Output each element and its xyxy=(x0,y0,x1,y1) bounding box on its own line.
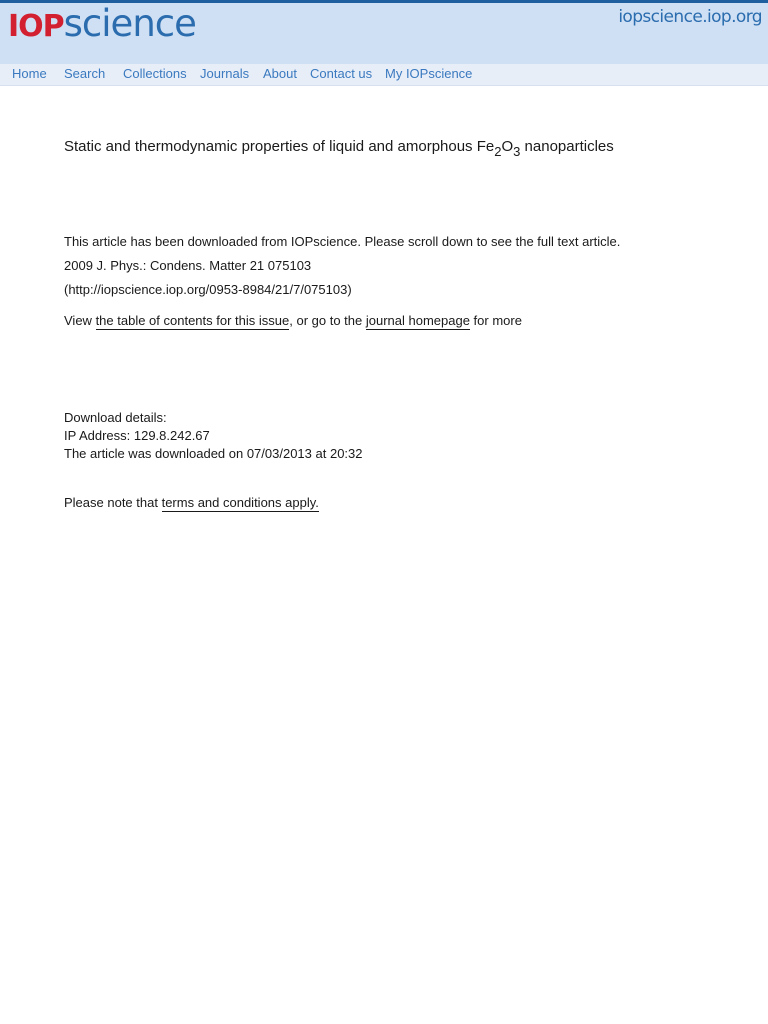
nav-journals[interactable]: Journals xyxy=(200,66,250,81)
title-subscript-2: 2 xyxy=(494,144,502,159)
site-url[interactable]: iopscience.iop.org xyxy=(618,7,762,27)
nav-my-iopscience[interactable]: My IOPscience xyxy=(385,66,473,81)
nav-about[interactable]: About xyxy=(263,66,297,81)
download-notice: This article has been downloaded from IOPscience. Please scroll down to see the full text article. xyxy=(64,234,621,249)
main-nav xyxy=(0,64,768,86)
nav-collections[interactable]: Collections xyxy=(123,66,187,81)
view-middle: , or go to the xyxy=(289,313,366,328)
journal-homepage-link[interactable]: journal homepage xyxy=(365,313,470,328)
download-details-heading: Download details: xyxy=(64,410,167,425)
logo-iop-text: IOP xyxy=(8,9,64,44)
title-subscript-3: 3 xyxy=(513,144,521,159)
citation: 2009 J. Phys.: Condens. Matter 21 075103 xyxy=(64,258,312,273)
nav-home[interactable]: Home xyxy=(12,66,47,81)
nav-contact-us[interactable]: Contact us xyxy=(310,66,373,81)
table-of-contents-link[interactable]: the table of contents for this issue xyxy=(95,313,290,328)
ip-address: IP Address: 129.8.242.67 xyxy=(64,428,210,443)
view-line xyxy=(64,313,522,328)
view-suffix: for more xyxy=(469,313,522,328)
title-oxygen: O xyxy=(501,138,514,155)
view-prefix: View xyxy=(64,313,96,328)
iopscience-logo[interactable] xyxy=(8,2,196,45)
nav-search[interactable]: Search xyxy=(64,66,106,81)
article-url: (http://iopscience.iop.org/0953-8984/21/7/075103) xyxy=(64,282,352,297)
logo-science-text: science xyxy=(63,2,196,45)
site-header xyxy=(0,0,768,64)
downloaded-on: The article was downloaded on 07/03/2013 at 20:32 xyxy=(64,446,363,461)
terms-and-conditions-link[interactable]: terms and conditions apply. xyxy=(161,495,319,510)
title-suffix: nanoparticles xyxy=(520,138,614,155)
terms-prefix: Please note that xyxy=(64,495,162,510)
terms-line xyxy=(64,495,319,510)
article-title xyxy=(64,138,614,159)
title-prefix: Static and thermodynamic properties of liquid and amorphous Fe xyxy=(64,138,495,155)
